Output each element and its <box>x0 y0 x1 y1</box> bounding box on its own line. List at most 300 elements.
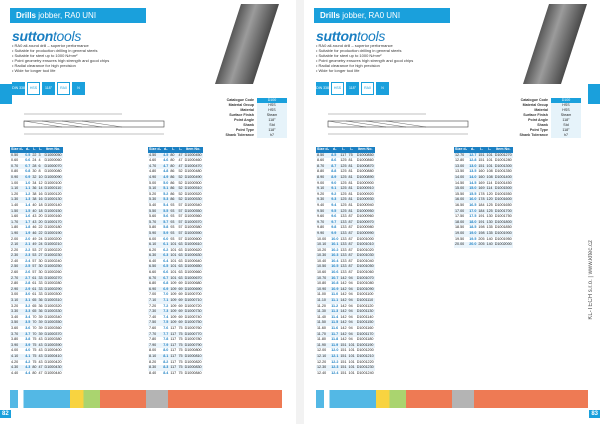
table-cell: 57 <box>32 264 37 269</box>
table-cell: D1000670 <box>184 275 202 280</box>
size-table-1 <box>10 147 63 376</box>
table-cell: 169 <box>478 180 485 185</box>
table-cell: 4.1 <box>25 353 31 358</box>
table-cell: 3.1 <box>25 298 31 303</box>
table-cell: 117 <box>170 326 177 330</box>
table-row <box>316 354 375 360</box>
table-cell: D1001650 <box>494 202 512 207</box>
table-cell: D1001400 <box>494 174 512 179</box>
table-cell: D1001130 <box>356 309 374 314</box>
table-cell: D1000930 <box>356 197 374 202</box>
table-cell: 133 <box>340 247 347 252</box>
table-cell: 109 <box>170 292 177 297</box>
table-cell: 12.20 <box>317 359 327 364</box>
table-cell: 8.2 <box>163 359 169 364</box>
table-cell: 63 <box>178 253 183 258</box>
table-cell: 8.60 <box>317 158 325 163</box>
table-cell: D1000820 <box>184 359 202 364</box>
table-cell: 1.9 <box>25 230 31 235</box>
table-cell: D1000060 <box>44 158 62 163</box>
table-cell: 1.30 <box>10 197 24 203</box>
table-cell: 69 <box>178 314 183 319</box>
table-cell: 151 <box>340 359 347 364</box>
table-cell: 101 <box>348 342 355 347</box>
table-cell: 117 <box>170 370 177 375</box>
table-cell: 75 <box>178 353 183 358</box>
table-cell: 22 <box>38 225 43 230</box>
table-cell: 63 <box>178 264 183 269</box>
table-cell: 14.50 <box>455 180 465 185</box>
table-cell: 108 <box>486 169 493 174</box>
table-cell: 0.6 <box>25 158 31 163</box>
table-cell: 65 <box>32 303 37 308</box>
table-cell: D1001700 <box>494 208 512 213</box>
table-row <box>454 186 513 192</box>
table-cell: 10.70 <box>316 276 330 282</box>
feature-item: • Suitable for steel up to 1000 N/mm² <box>12 53 78 58</box>
table-cell: 6 <box>37 164 43 170</box>
table-cell: D1000420 <box>44 359 62 364</box>
table-cell: 12.1 <box>331 353 339 358</box>
table-row <box>10 298 63 304</box>
table-cell: 94 <box>348 298 356 304</box>
table-cell: D1001090 <box>356 286 374 291</box>
table-cell: 4.60 <box>149 158 157 163</box>
table-cell: D1001000 <box>356 236 374 241</box>
table-cell: 14.0 <box>469 174 477 179</box>
table-cell: 2.10 <box>10 242 24 248</box>
column-header: Item No. <box>44 147 63 153</box>
spec-value: HSS <box>257 108 287 113</box>
table-cell: 75 <box>32 342 37 347</box>
table-cell: 19.00 <box>454 231 468 237</box>
table-cell: 80 <box>32 370 37 375</box>
table-cell: 87 <box>348 231 356 237</box>
feature-item: • Point geometry ensures high strength and good chips <box>12 58 110 63</box>
section-tab <box>0 84 12 104</box>
table-cell: 133 <box>340 258 347 263</box>
table-cell: 47 <box>178 163 183 168</box>
table-cell: 12.4 <box>331 370 339 375</box>
table-cell: 9.00 <box>317 180 325 185</box>
table-cell: 52 <box>178 174 183 179</box>
table-cell: 0.8 <box>25 169 31 174</box>
table-cell: 94 <box>348 287 356 293</box>
table-cell: 117 <box>170 337 177 342</box>
table-cell: 9.20 <box>317 191 325 196</box>
spec-label: Shank <box>537 123 548 127</box>
table-cell: D1000890 <box>356 174 374 179</box>
table-cell: D1001270 <box>494 152 512 157</box>
table-cell: 9.50 <box>316 209 330 215</box>
table-cell: 5.50 <box>148 209 162 215</box>
table-cell: 117 <box>170 359 177 364</box>
table-cell: 43 <box>38 353 43 358</box>
table-cell: 140 <box>486 242 493 247</box>
material-strip <box>10 390 282 408</box>
feature-item: • Radial clearance for high precision <box>316 63 380 68</box>
feature-item: • RA0 all-round drill – superior performance <box>12 43 89 48</box>
table-cell: 3.50 <box>10 320 24 326</box>
table-cell: D1000390 <box>44 342 62 347</box>
table-cell: 52 <box>178 197 183 202</box>
table-cell: 101 <box>348 348 355 353</box>
table-cell: 4.00 <box>11 348 19 353</box>
table-cell: 3 <box>37 153 43 159</box>
spec-icon: 118° <box>42 82 55 95</box>
column-header: l₂ <box>486 147 494 153</box>
table-cell: D1000100 <box>44 180 62 185</box>
table-cell: 4.80 <box>149 169 157 174</box>
table-cell: 6.6 <box>163 270 169 275</box>
table-cell: D1001150 <box>356 320 374 325</box>
feature-item: • Point geometry ensures high strength and good chips <box>316 58 414 63</box>
table-cell: D1000690 <box>184 286 202 291</box>
table-cell: 1.2 <box>25 191 31 196</box>
table-cell: 3.6 <box>25 326 31 330</box>
table-cell: 38 <box>32 191 37 196</box>
spec-label: Shank <box>243 123 254 127</box>
table-cell: 0.7 <box>25 163 31 168</box>
spec-value: 118° <box>551 118 581 123</box>
table-cell: 8.20 <box>149 359 157 364</box>
table-cell: 94 <box>348 337 353 342</box>
table-cell: 86 <box>170 191 175 196</box>
table-cell: 43 <box>32 214 37 219</box>
table-cell: D1001050 <box>356 264 374 269</box>
table-cell: 94 <box>348 303 353 308</box>
feature-item: • Wide for longer tool life <box>316 68 360 73</box>
table-cell: 133 <box>340 236 347 241</box>
table-cell: 94 <box>348 314 353 319</box>
table-cell: 39 <box>38 331 43 336</box>
table-cell: 125 <box>486 202 493 207</box>
column-header: Item No. <box>494 147 513 153</box>
table-cell: D1001040 <box>356 258 374 263</box>
table-cell: 87 <box>348 225 353 230</box>
table-cell: D1000880 <box>356 169 374 174</box>
table-cell: 75 <box>178 365 183 370</box>
table-row <box>454 203 513 209</box>
table-cell: 11.20 <box>317 303 326 308</box>
table-cell: 3.80 <box>11 337 19 342</box>
table-cell: 101 <box>486 163 493 168</box>
spec-icon: RA0 <box>57 82 70 95</box>
table-cell: 49 <box>32 236 37 241</box>
feature-item: • Suitable for production drilling in general steels <box>316 48 402 53</box>
column-header: d₁ <box>163 147 168 151</box>
table-cell: 117 <box>170 342 177 347</box>
table-cell: 57 <box>178 214 183 219</box>
table-cell: 11.30 <box>316 309 330 315</box>
table-cell: 142 <box>340 292 347 297</box>
table-cell: 10.2 <box>331 247 339 252</box>
table-cell: 57 <box>32 270 37 275</box>
table-cell: 81 <box>348 209 356 215</box>
table-cell: D1001450 <box>494 180 512 185</box>
table-cell: 16 <box>38 197 43 202</box>
table-row <box>316 371 375 377</box>
table-cell: 2.20 <box>11 247 19 252</box>
table-cell: 133 <box>340 230 347 235</box>
spec-icon: 118° <box>346 82 359 95</box>
table-cell: 101 <box>170 264 177 269</box>
table-row <box>10 337 63 343</box>
column-header: l₁ <box>477 147 485 153</box>
table-cell: 39 <box>38 314 43 319</box>
table-cell: 8.70 <box>316 164 330 170</box>
table-cell: 11.4 <box>331 314 339 319</box>
spec-icon: HSS <box>331 82 344 95</box>
table-cell: 109 <box>170 303 177 308</box>
table-cell: D1000490 <box>184 174 202 179</box>
table-cell: 12.10 <box>316 354 330 360</box>
table-cell: 13.0 <box>469 163 477 168</box>
table-cell: D1001060 <box>356 270 374 275</box>
spec-label: Point Type <box>529 128 548 132</box>
table-cell: 70 <box>32 326 37 330</box>
table-cell: 3.00 <box>11 292 19 297</box>
table-cell: 75 <box>178 337 183 342</box>
table-cell: 15.00 <box>454 186 468 192</box>
table-cell: D1002000 <box>494 242 512 247</box>
table-cell: 17.00 <box>454 209 468 215</box>
table-row <box>454 214 513 220</box>
table-cell: 7.90 <box>148 343 162 349</box>
table-cell: D1001600 <box>494 197 512 202</box>
table-cell: 69 <box>178 286 183 291</box>
table-cell: 5.2 <box>163 191 169 196</box>
table-cell: 0.80 <box>11 169 19 174</box>
table-cell: 7.0 <box>163 292 169 297</box>
table-cell: D1000540 <box>184 202 202 207</box>
table-cell: 2.30 <box>10 253 24 259</box>
table-cell: 10.8 <box>331 281 339 286</box>
table-cell: 133 <box>340 253 347 258</box>
table-cell: D1000200 <box>44 236 62 241</box>
table-cell: 10.00 <box>317 236 327 241</box>
table-row <box>10 270 63 276</box>
table-cell: D1000090 <box>44 174 62 179</box>
table-cell: 1.7 <box>25 219 31 224</box>
table-row <box>10 231 63 237</box>
table-cell: 11.00 <box>317 292 326 297</box>
table-cell: 13.5 <box>469 169 477 174</box>
spec-label: Catalogue Code <box>520 98 548 102</box>
brand-logo: suttontools <box>316 28 386 44</box>
table-cell: 20.0 <box>469 242 477 247</box>
table-cell: D1001500 <box>494 186 512 191</box>
table-cell: 5.8 <box>163 225 169 230</box>
table-cell: 94 <box>348 276 356 282</box>
table-cell: 87 <box>348 258 353 263</box>
column-header: Size d₁ <box>455 147 468 151</box>
table-cell: 9.7 <box>330 220 339 226</box>
table-cell: 133 <box>340 264 347 269</box>
table-cell: 86 <box>169 197 177 203</box>
table-cell: 40 <box>32 202 37 207</box>
table-cell: 57 <box>178 219 183 224</box>
table-cell: 49 <box>32 242 37 247</box>
table-cell: 11.90 <box>316 343 330 349</box>
table-cell: 142 <box>340 331 347 336</box>
table-cell: 142 <box>340 320 347 325</box>
table-cell: D1000960 <box>356 214 374 219</box>
spec-value: h7 <box>551 133 581 138</box>
table-cell: D1000680 <box>184 281 202 286</box>
table-cell: D1000440 <box>44 370 62 375</box>
column-header: l₁ <box>339 147 347 153</box>
table-cell: 9.6 <box>331 214 337 219</box>
table-cell: 11.7 <box>331 331 339 336</box>
table-cell: 151 <box>340 353 347 358</box>
table-cell: 1.50 <box>10 209 24 215</box>
table-cell: 3.60 <box>11 326 19 330</box>
spec-icon: RA0 <box>361 82 374 95</box>
table-cell: 109 <box>170 281 177 286</box>
table-cell: D1000660 <box>184 270 202 275</box>
table-cell: 101 <box>486 158 493 163</box>
feature-list <box>12 43 162 73</box>
table-cell: 2.40 <box>11 258 19 263</box>
table-cell: 7.40 <box>149 314 157 319</box>
table-cell: 86 <box>169 175 177 181</box>
table-cell: 191 <box>478 214 485 219</box>
table-cell: 18.50 <box>455 225 465 230</box>
table-cell: 7.6 <box>163 326 169 330</box>
table-cell: 3.70 <box>10 332 24 338</box>
table-cell: 3.5 <box>25 320 31 325</box>
table-cell: 1.60 <box>11 214 19 219</box>
table-cell: 125 <box>340 180 347 185</box>
table-cell: D1000300 <box>44 292 62 297</box>
table-cell: 5.0 <box>163 180 169 185</box>
table-cell: 10.60 <box>317 270 327 275</box>
spec-value: Steam <box>257 113 287 118</box>
table-cell: 9.80 <box>317 225 325 230</box>
table-cell: 9.30 <box>316 197 330 203</box>
table-cell: D1001120 <box>356 303 374 308</box>
table-row <box>316 365 375 371</box>
table-row <box>316 337 375 343</box>
table-cell: 114 <box>486 186 493 191</box>
table-cell: 160 <box>478 174 485 179</box>
table-cell: 12.8 <box>469 158 477 163</box>
table-cell: 5.5 <box>163 208 169 213</box>
table-cell: 70 <box>32 331 37 336</box>
table-cell: 125 <box>340 163 347 168</box>
table-cell: D1000400 <box>44 348 62 353</box>
table-cell: 87 <box>348 247 353 252</box>
table-cell: 69 <box>178 298 183 303</box>
table-cell: 135 <box>486 230 493 235</box>
table-row <box>10 186 63 192</box>
table-cell: 4.4 <box>25 370 31 375</box>
table-cell: 125 <box>340 208 347 213</box>
feature-item: • Radial clearance for high precision <box>12 63 76 68</box>
table-cell: D1001800 <box>494 219 512 224</box>
table-row <box>10 326 63 332</box>
table-cell: 81 <box>348 169 353 174</box>
table-row <box>316 298 375 304</box>
table-cell: 6.80 <box>149 281 157 286</box>
table-cell: D1000220 <box>44 247 62 252</box>
table-cell: 2.70 <box>10 276 24 282</box>
table-cell: 125 <box>340 197 347 202</box>
table-cell: 75 <box>348 153 356 159</box>
drill-diagram <box>22 110 172 138</box>
table-cell: 184 <box>478 202 485 207</box>
table-cell: 6.50 <box>148 264 162 270</box>
table-cell: 6.3 <box>163 253 169 258</box>
table-row <box>148 371 203 377</box>
table-cell: D1000460 <box>184 158 202 163</box>
table-cell: 47 <box>38 370 43 375</box>
table-cell: D1001070 <box>356 275 374 280</box>
table-cell: D1000260 <box>44 270 62 275</box>
side-caption: KL-TECH s.r.o. | www.kltec.cz <box>588 240 594 320</box>
column-header: Item No. <box>356 147 375 153</box>
spec-label: Material <box>240 108 254 112</box>
table-cell: D1001030 <box>356 253 374 258</box>
table-cell: 69 <box>178 309 183 314</box>
table-cell: 14.00 <box>454 175 468 181</box>
table-cell: 4.6 <box>163 158 169 163</box>
table-cell: 6.20 <box>149 247 157 252</box>
table-cell: D1001180 <box>356 337 374 342</box>
table-cell: D1000210 <box>44 242 62 247</box>
table-cell: 8.6 <box>331 158 337 163</box>
table-cell: D1000130 <box>44 197 62 202</box>
table-cell: 5.7 <box>163 219 169 224</box>
spec-row <box>196 133 287 138</box>
table-cell: 4.2 <box>25 359 31 364</box>
table-cell: D1001210 <box>356 353 374 358</box>
brand-logo: suttontools <box>12 28 82 44</box>
table-cell: 75 <box>178 370 183 375</box>
drill-diagram <box>326 110 476 138</box>
material-strip <box>316 390 588 408</box>
table-cell: D1001950 <box>494 236 512 241</box>
table-cell: 10.6 <box>331 270 339 275</box>
size-table-2 <box>454 147 513 248</box>
table-cell: 125 <box>340 169 347 174</box>
spec-value: HSS <box>257 103 287 108</box>
table-cell: 4.40 <box>11 370 19 375</box>
spec-value: Std <box>551 123 581 128</box>
table-cell: D1000150 <box>44 208 62 213</box>
table-cell: D1001230 <box>356 365 374 370</box>
spec-label: Surface Finish <box>523 113 548 117</box>
table-cell: 87 <box>348 253 356 259</box>
table-row <box>10 158 63 164</box>
table-cell: 69 <box>178 320 183 325</box>
table-cell: 7.50 <box>148 320 162 326</box>
table-cell: 169 <box>478 186 485 191</box>
table-cell: D1001190 <box>356 342 374 347</box>
table-cell: 101 <box>348 359 355 364</box>
table-cell: 57 <box>178 208 183 213</box>
table-cell: D1000950 <box>356 208 374 213</box>
table-cell: 9.60 <box>317 214 325 219</box>
table-cell: 69 <box>178 303 183 308</box>
spec-value: HSS <box>551 103 581 108</box>
table-cell: 7.2 <box>163 303 169 308</box>
table-cell: 7.30 <box>148 309 162 315</box>
table-cell: 1.4 <box>25 202 31 207</box>
table-cell: D1000720 <box>184 303 202 308</box>
table-cell: D1000610 <box>184 242 202 247</box>
